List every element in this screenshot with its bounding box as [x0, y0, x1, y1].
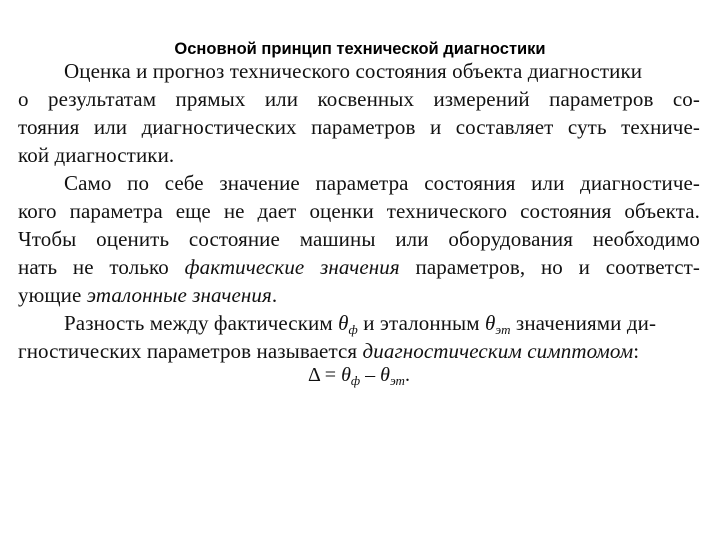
text-line: тояния или диагностических параметров и составляет суть техниче-: [18, 115, 700, 139]
text-line: Само по себе значение параметра состояния или диагностиче-: [64, 171, 700, 195]
text-line: нать не только фактические значения параметров, но и соответст-: [18, 255, 700, 279]
text-line: Чтобы оценить состояние машины или оборудования необходимо: [18, 227, 700, 251]
text-line: о результатам прямых или косвенных измерений параметров со-: [18, 87, 700, 111]
italic-term: диагностическим симптомом: [362, 339, 634, 363]
text-line: гностических параметров называется диагностическим симптомом:: [18, 339, 640, 363]
slide-title: Основной принцип технической диагностики: [174, 40, 546, 58]
text-line: кой диагностики.: [18, 143, 175, 167]
text-line: кого параметра еще не дает оценки технического состояния объекта.: [18, 199, 700, 223]
italic-term: фактические значения: [184, 255, 400, 279]
formula: $\Delta = \theta_ф - \theta_{эт}$.: [308, 364, 410, 388]
italic-term: эталонные значения: [86, 283, 272, 307]
text-line: Разность между фактическим $\theta_ф$ и эталонным θэт значениями ди-: [64, 311, 657, 337]
text-line: Оценка и прогноз технического состояния объекта диагностики: [64, 59, 643, 83]
text-line: ующие эталонные значения.: [18, 283, 278, 307]
